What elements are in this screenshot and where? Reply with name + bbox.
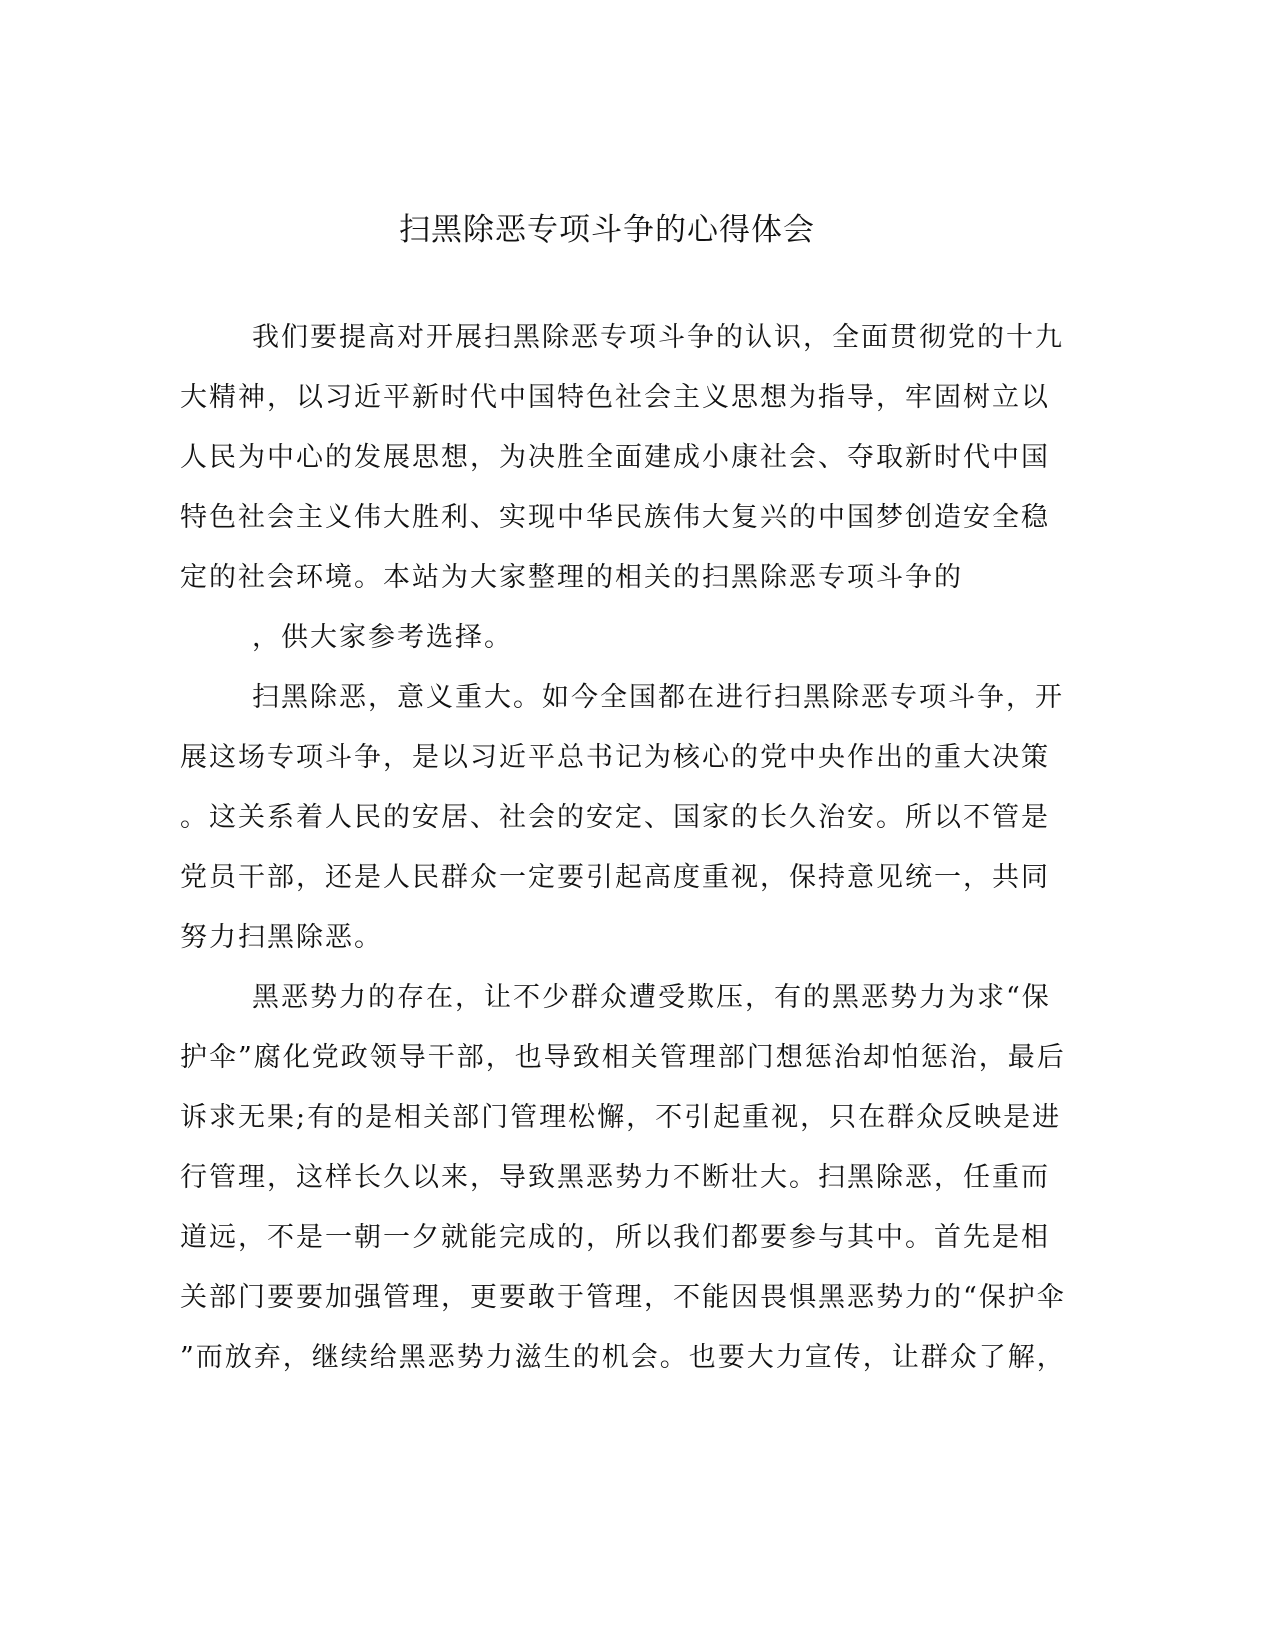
body-line: 我们要提高对开展扫黑除恶专项斗争的认识，全面贯彻党的十九: [252, 322, 1064, 353]
body-line: 诉求无果;有的是相关部门管理松懈，不引起重视，只在群众反映是进: [180, 1102, 1062, 1133]
body-line: 扫黑除恶，意义重大。如今全国都在进行扫黑除恶专项斗争，开: [252, 682, 1064, 713]
body-line: ”而放弃，继续给黑恶势力滋生的机会。也要大力宣传，让群众了解，: [180, 1342, 1066, 1373]
body-line: 努力扫黑除恶。: [180, 922, 383, 953]
body-line: 道远，不是一朝一夕就能完成的，所以我们都要参与其中。首先是相: [180, 1222, 1050, 1253]
document-title: 扫黑除恶专项斗争的心得体会: [399, 212, 815, 248]
body-line: 人民为中心的发展思想，为决胜全面建成小康社会、夺取新时代中国: [180, 442, 1050, 473]
document-body: [180, 315, 1066, 1395]
body-line: ，供大家参考选择。: [252, 622, 513, 653]
body-line: 特色社会主义伟大胜利、实现中华民族伟大复兴的中国梦创造安全稳: [180, 502, 1050, 533]
body-line: 护伞”腐化党政领导干部，也导致相关管理部门想惩治却怕惩治，最后: [180, 1042, 1066, 1073]
body-line: 大精神，以习近平新时代中国特色社会主义思想为指导，牢固树立以: [180, 382, 1050, 413]
body-line: 定的社会环境。本站为大家整理的相关的扫黑除恶专项斗争的: [180, 562, 963, 593]
body-line: 行管理，这样长久以来，导致黑恶势力不断壮大。扫黑除恶，任重而: [180, 1162, 1050, 1193]
body-line: 黑恶势力的存在，让不少群众遭受欺压，有的黑恶势力为求“保: [252, 982, 1051, 1013]
body-line: 党员干部，还是人民群众一定要引起高度重视，保持意见统一，共同: [180, 862, 1050, 893]
body-line: 展这场专项斗争，是以习近平总书记为核心的党中央作出的重大决策: [180, 742, 1050, 773]
body-line: 关部门要要加强管理，更要敢于管理，不能因畏惧黑恶势力的“保护伞: [180, 1282, 1066, 1313]
body-line: 。这关系着人民的安居、社会的安定、国家的长久治安。所以不管是: [180, 802, 1050, 833]
